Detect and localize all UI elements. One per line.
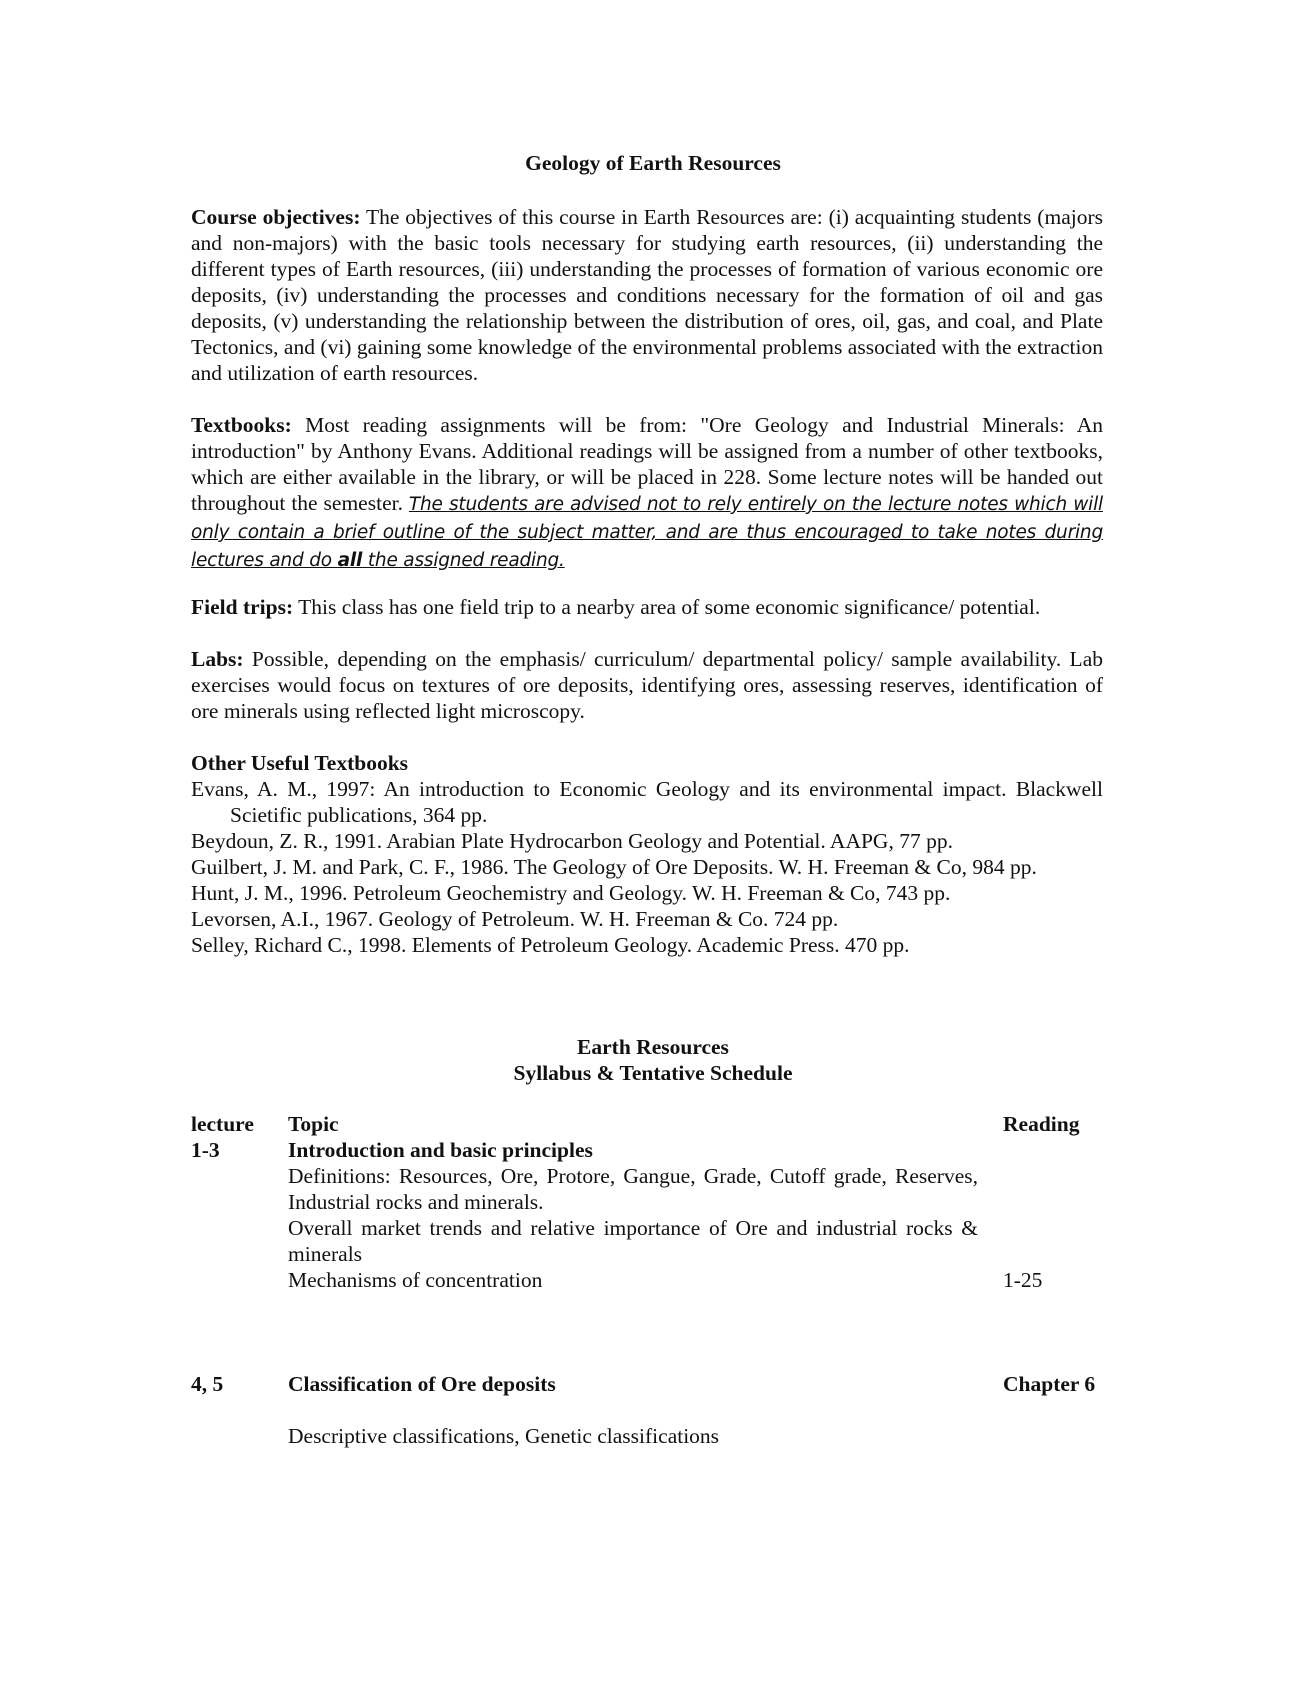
reference-item: Selley, Richard C., 1998. Elements of Petroleum Geology. Academic Press. 470 pp. (191, 933, 910, 957)
topic-title: Classification of Ore deposits (288, 1372, 556, 1396)
reference-item: Evans, A. M., 1997: An introduction to Economic Geology and its environmental impact. Blackwell Scietific publications, 364 pp. (191, 777, 1103, 827)
lecture-number: 4, 5 (191, 1372, 224, 1396)
reading-value: 1-25 (1003, 1268, 1043, 1292)
reference-item: Guilbert, J. M. and Park, C. F., 1986. The Geology of Ore Deposits. W. H. Freeman & Co, 984 pp. (191, 855, 1037, 879)
course-objectives-paragraph (191, 204, 1103, 386)
topic-title: Introduction and basic principles (288, 1138, 593, 1162)
reference-item: Beydoun, Z. R., 1991. Arabian Plate Hydrocarbon Geology and Potential. AAPG, 77 pp. (191, 829, 953, 853)
page-title: Geology of Earth Resources (525, 151, 781, 175)
textbooks-paragraph (191, 412, 1103, 574)
course-objectives-label: Course objectives: (191, 205, 361, 229)
other-textbooks-heading: Other Useful Textbooks (191, 751, 409, 775)
reference-item: Hunt, J. M., 1996. Petroleum Geochemistry and Geology. W. H. Freeman & Co, 743 pp. (191, 881, 951, 905)
topic-line: Descriptive classifications, Genetic classifications (288, 1424, 720, 1448)
labs-paragraph (191, 646, 1103, 724)
textbooks-advice-part-1: The students are advised not to rely entirely on the lecture notes which will only contain a brief outline of the subject matter, and are thus encouraged to take notes during lectures and do (191, 494, 1103, 571)
textbooks-advice-bold: all (337, 550, 363, 571)
reading-value: Chapter 6 (1003, 1372, 1096, 1396)
header-reading: Reading (1003, 1112, 1080, 1136)
reference-item: Levorsen, A.I., 1967. Geology of Petroleum. W. H. Freeman & Co. 724 pp. (191, 907, 839, 931)
textbooks-label: Textbooks: (191, 413, 292, 437)
topic-line: Definitions: Resources, Ore, Protore, Gangue, Grade, Cutoff grade, Reserves, Industrial rocks and minerals. (288, 1164, 978, 1214)
topic-line: Mechanisms of concentration (288, 1268, 543, 1292)
schedule-header-row (191, 1111, 1151, 1137)
header-topic: Topic (288, 1112, 339, 1136)
field-trips-label: Field trips: (191, 595, 294, 619)
header-lecture: lecture (191, 1112, 254, 1136)
labs-text: Possible, depending on the emphasis/ curriculum/ departmental policy/ sample availability. Lab exercises would focus on textures of ore deposits, identifying ores, assessing reserves, identification of ore minerals using reflected light microscopy. (191, 647, 1103, 723)
labs-label: Labs: (191, 647, 244, 671)
schedule-row (191, 1137, 1151, 1293)
course-objectives-text: The objectives of this course in Earth Resources are: (i) acquainting students (majors and non-majors) with the basic tools necessary for studying earth resources, (ii) understanding the different types of Earth resources, (iii) understanding the processes of formation of various economic ore deposits, (iv) understanding the processes and conditions necessary for the formation of oil and gas deposits, (v) understanding the relationship between the distribution of ores, oil, gas, and coal, and Plate Tectonics, and (vi) gaining some knowledge of the environmental problems associated with the extraction and utilization of earth resources. (191, 205, 1103, 385)
lecture-number: 1-3 (191, 1138, 220, 1162)
topic-line: Overall market trends and relative importance of Ore and industrial rocks & minerals (288, 1216, 978, 1266)
textbooks-advice-part-2: the assigned reading. (362, 550, 565, 571)
field-trips-text: This class has one field trip to a nearby area of some economic significance/ potential. (293, 595, 1041, 619)
field-trips-paragraph (191, 594, 1103, 620)
schedule-row (191, 1371, 1151, 1449)
syllabus-subtitle: Syllabus & Tentative Schedule (513, 1061, 793, 1085)
syllabus-title: Earth Resources (577, 1035, 729, 1059)
other-textbooks-section (191, 750, 1103, 958)
schedule-table (191, 1111, 1151, 1449)
textbooks-text: Most reading assignments will be from: "Ore Geology and Industrial Minerals: An introduction" by Anthony Evans. Additional readings will be assigned from a number of other textbooks, which are either available in the library, or will be placed in 228. Some lecture notes will be handed out throughout the semester. (191, 413, 1103, 515)
